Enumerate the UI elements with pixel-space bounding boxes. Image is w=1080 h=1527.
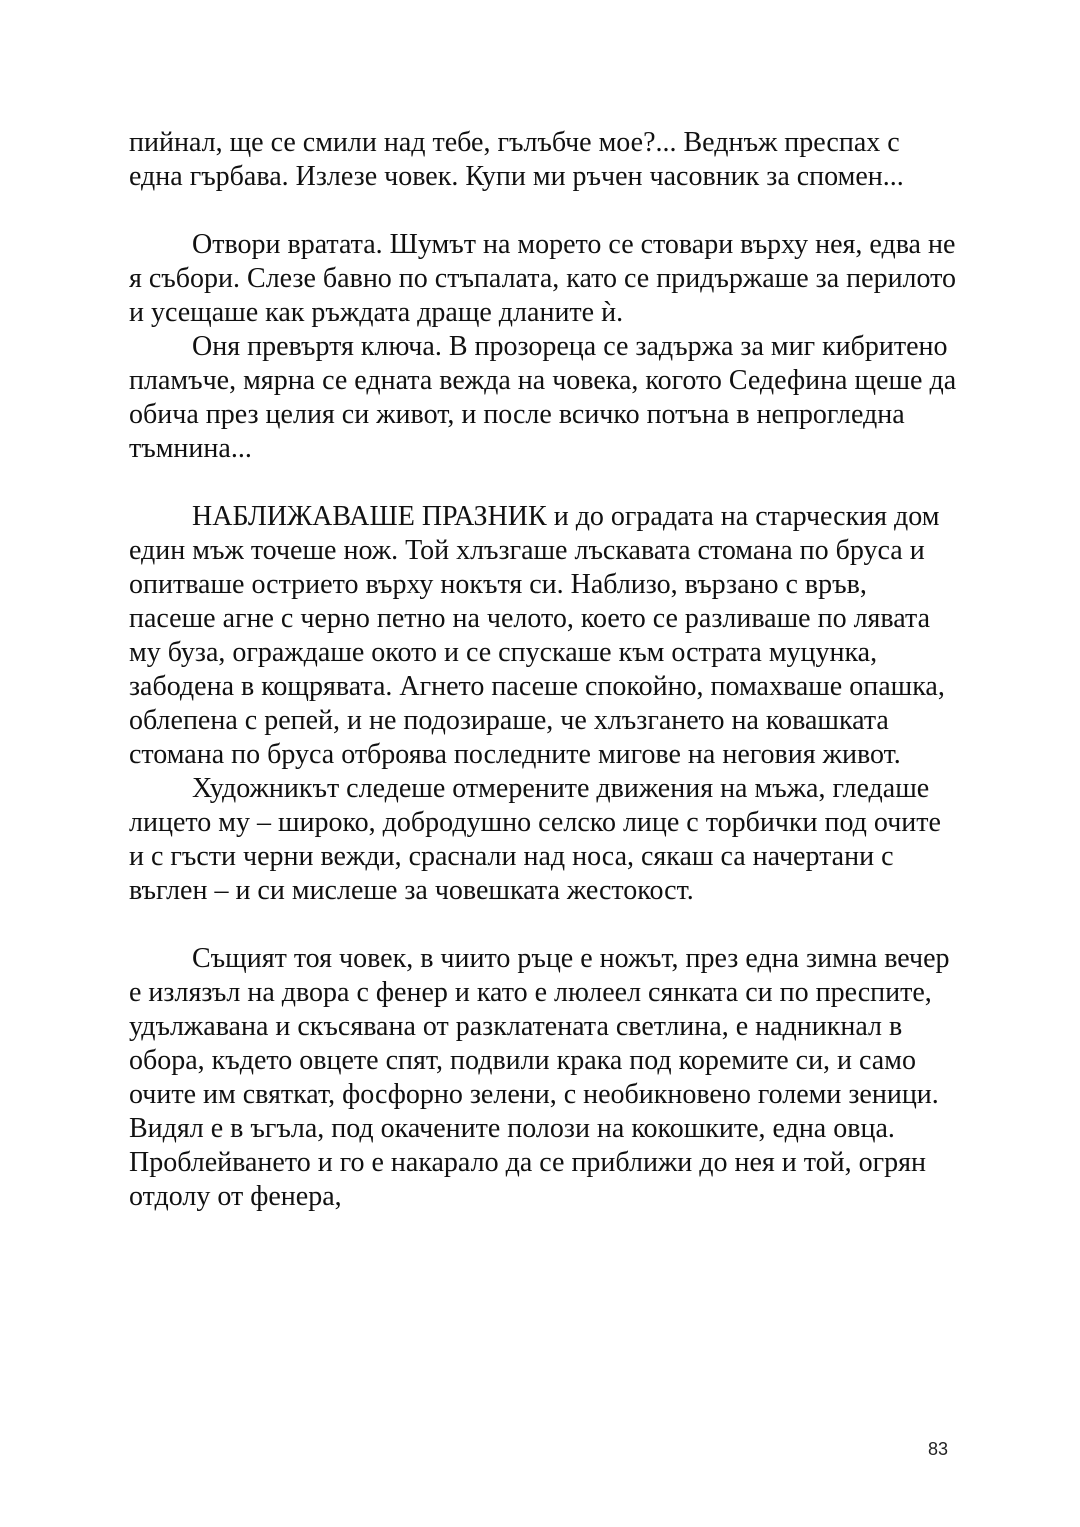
- page-number: 83: [928, 1439, 949, 1459]
- paragraph: Същият тоя човек, в чиито ръце е ножът, през една зимна вечер е излязъл на двора с фенер и като е люлеел сянката си по преспите, удължавана и скъсявана от разклатената светлина, е надникнал в обора, където овцете спят, подвили крака под коремите си, и само очите им святкат, фосфорно зелени, с необикновено големи зеници. Видял е в ъгъла, под окачените полози на кокошките, една овца. Проблейването и го е накарало да се приближи до нея и той, огрян отдолу от фенера,: [129, 943, 950, 1212]
- paragraph: НАБЛИЖАВАШЕ ПРАЗНИК и до оградата на старческия дом един мъж точеше нож. Той хлъзгаше лъскавата стомана по бруса и опитваше острието върху нокътя си. Наблизо, вързано с връв, пасеше агне с черно петно на челото, което се разливаше по лявата му буза, ограждаше окото и се спускаше към острата муцунка, забодена в кощрявата. Агнето пасеше спокойно, помахваше опашка, облепена с репей, и не подозираше, че хлъзгането на ковашката стомана по бруса отброява последните мигове на неговия живот.: [129, 501, 945, 770]
- body-text: [129, 126, 959, 1214]
- paragraph-gap: [129, 908, 959, 942]
- paragraph: Оня превъртя ключа. В прозореца се задържа за миг кибритено пламъче, мярна се едната вежда на човека, когото Седефина щеше да обича през целия си живот, и после всичко потъна в непрогледна тъмнина...: [129, 331, 957, 464]
- paragraph-gap: [129, 466, 959, 500]
- paragraph: Художникът следеше отмерените движения на мъжа, гледаше лицето му – широко, добродушно селско лице с торбички под очите и с гъсти черни вежди, сраснали над носа, сякаш са начертани с въглен – и си мислеше за човешката жестокост.: [129, 773, 941, 906]
- paragraph-continuation: пийнал, ще се смили над тебе, гълъбче мое?... Веднъж преспах с една гърбава. Излезе човек. Купи ми ръчен часовник за спомен...: [129, 127, 904, 192]
- paragraph-gap: [129, 194, 959, 228]
- paragraph: Отвори вратата. Шумът на морето се стовари върху нея, едва не я събори. Слезе бавно по стъпалата, като се придържаше за перилото и усещаше как ръждата драще дланите ѝ.: [129, 229, 957, 328]
